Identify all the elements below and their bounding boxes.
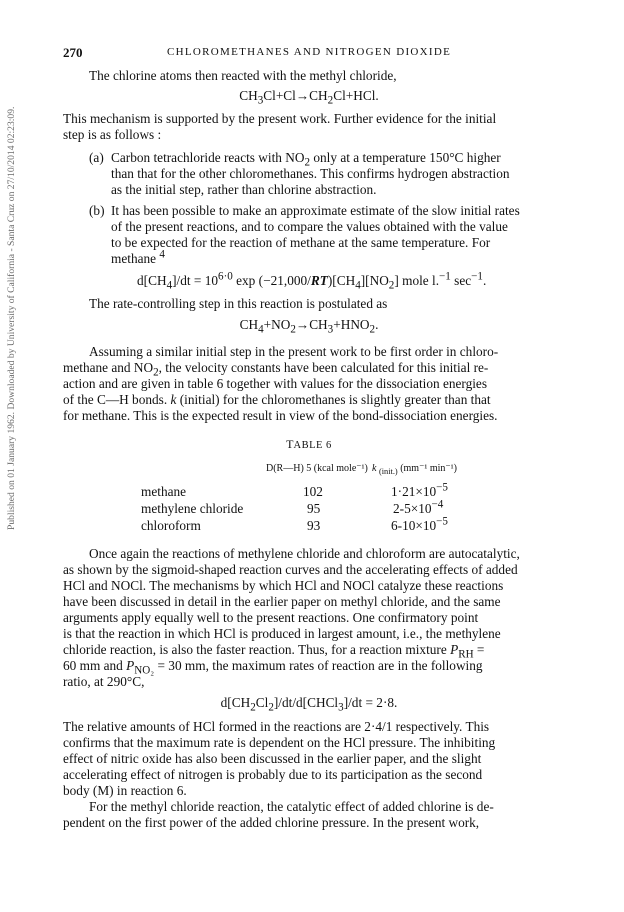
paragraph-6: The relative amounts of HCl formed in the reactions are 2·4/1 respectively. This confirms that the maximum rate is dependent on the HCl pressure. The inhibiting effect of nitric oxide has also been discussed in the earlier paper, and the slight accelerating effect of nitrogen is probably due to its participation as the second body (M) in reaction 6.	[63, 719, 496, 798]
paragraph-1: The chlorine atoms then reacted with the methyl chloride,	[89, 68, 397, 83]
table-title: TABLE 6	[286, 437, 332, 451]
paragraph-3: The rate-controlling step in this reaction is postulated as	[89, 296, 388, 311]
paragraph-2: This mechanism is supported by the present work. Further evidence for the initial step is as follows :	[63, 111, 497, 142]
table-header-bde: D(R—H) 5 (kcal mole⁻¹)	[266, 463, 368, 474]
download-watermark: Published on 01 January 1962. Downloaded by University of California - Santa Cruz on 27/10/2014 02:23:09.	[6, 106, 17, 530]
page-number: 270	[63, 45, 83, 60]
item-a-label: (a)	[89, 150, 104, 165]
running-title: CHLOROMETHANES AND NITROGEN DIOXIDE	[167, 46, 452, 58]
item-b-text: It has been possible to make an approximate estimate of the slow initial rates of the present reactions, and to compare the values obtained with the value to be expected for the reaction of methane at the same temperature. For methane $^4$	[111, 203, 520, 266]
equation-2: $d[CH_4]/dt = 10^{6\cdot 0}$ $\exp (-21,000/RT)[CH_4][NO_2]$ mole l.$^{-1}$ $\sec^{-1}$.	[137, 270, 487, 292]
item-b-label: (b)	[89, 203, 105, 218]
paragraph-7: For the methyl chloride reaction, the catalytic effect of added chlorine is de- pendent on the first power of the added chlorine pressure. In the present work,	[63, 799, 494, 830]
journal-page: Published on 01 January 1962. Downloaded by University of California - Santa Cruz on 27/10/2014 02:23:09. 270 CHLOROMETHANES AND NITROGEN DIOXIDE The chlorine atoms then reacted with the methyl chloride, $CH_3Cl+Cl\to CH_2Cl+HCl$. This mechanism is supported by the present work. Further evidence for the initial step is as follows : (a) Carbon tetrachloride reacts with $NO_2$ only at a temperature 150°C higher than that for the other chloromethanes. This confirms hydrogen abstraction as the initial step, rather than chlorine abstraction. (b) It has been possible to make an approximate estimate of the slow initial rates of the present reactions, and to compare the values obtained with the value to be expected for the reaction of methane at the same temperature. For methane $^4$ $d[CH_4]/dt = 10^{6\cdot 0}$ $\exp (-21,000/RT)[CH_4][NO_2]$ mole l.$^{-1}$ $\sec^{-1}$. The rate-controlling step in this reaction is postulated as $CH_4+NO_2\to CH_3+HNO_2$. Assuming a similar initial step in the present work to be first order in chloro- methane and $NO_2$, the velocity constants have been calculated for this initial re- action and are given in table 6 together with values for the dissociation energies of the C—H bonds. k (initial) for the chloromethanes is slightly greater than that for methane. This is the expected result in view of the bond-dissociation energies. TABLE 6 D(R—H) 5 (kcal mole⁻¹) k $_{(init.)}$ (mm⁻¹ min⁻¹) methane 102 $1\cdot 21\times 10^{-5}$ methylene chloride 95 $2-5\times 10^{-4}$ chloroform 93 $6-10\times 10^{-5}$ Once again the reactions of methylene chloride and chloroform are autocatalytic, as shown by the sigmoid-shaped reaction curves and the accelerating effects of added HCl and NOCl. The mechanisms by which HCl and NOCl catalyze these reactions have been discussed in detail in the earlier paper on methyl chloride, and the same arguments apply equally well to the present reactions. One confirmatory point is that the reaction in which HCl is produced in largest amount, i.e., the methylene chloride reaction, is also the faster reaction. Thus, for a reaction mixture $P_{RH}$ = 60 mm and $P_{NO_2} = 30$ mm, the maximum rates of reaction are in the following ratio, at 290°C, $d[CH_2Cl_2]/dt/d[CHCl_3]/dt = 2\cdot 8$. The relative amounts of HCl formed in the reactions are 2·4/1 respectively. This confirms that the maximum rate is dependent on the HCl pressure. The inhibiting effect of nitric oxide has also been discussed in the earlier paper, and the slight accelerating effect of nitrogen is probably due to its participation as the second body (M) in reaction 6. For the methyl chloride reaction, the catalytic effect of added chlorine is de- pendent on the first power of the added chlorine pressure. In the present work,	[0, 0, 624, 912]
item-a-text: Carbon tetrachloride reacts with $NO_2$ only at a temperature 150°C higher than that for the other chloromethanes. This confirms hydrogen abstraction as the initial step, rather than chlorine abstraction.	[111, 150, 510, 197]
reference-4: 4	[159, 248, 165, 261]
equation-1: $CH_3Cl+Cl\to CH_2Cl+HCl$.	[239, 88, 379, 107]
paragraph-5: Once again the reactions of methylene chloride and chloroform are autocatalytic, as shown by the sigmoid-shaped reaction curves and the accelerating effects of added HCl and NOCl. The mechanisms by which HCl and NOCl catalyze these reactions have been discussed in detail in the earlier paper on methyl chloride, and the same arguments apply equally well to the present reactions. One confirmatory point is that the reaction in which HCl is produced in largest amount, i.e., the methylene chloride reaction, is also the faster reaction. Thus, for a reaction mixture $P_{RH}$ = 60 mm and $P_{NO_2} = 30$ mm, the maximum rates of reaction are in the following ratio, at 290°C,	[63, 546, 520, 689]
equation-3: $CH_4+NO_2\to CH_3+HNO_2$.	[239, 317, 379, 336]
equation-4: $d[CH_2Cl_2]/dt/d[CHCl_3]/dt = 2\cdot 8$.	[220, 695, 398, 714]
table-header-k: k $_{(init.)}$ (mm⁻¹ min⁻¹)	[372, 463, 458, 476]
running-header	[63, 45, 555, 63]
paragraph-4: Assuming a similar initial step in the present work to be first order in chloro- methane and $NO_2$, the velocity constants have been calculated for this initial re- action and are given in table 6 together with values for the dissociation energies of the C—H bonds. k (initial) for the chloromethanes is slightly greater than that for methane. This is the expected result in view of the bond-dissociation energies.	[63, 344, 499, 423]
